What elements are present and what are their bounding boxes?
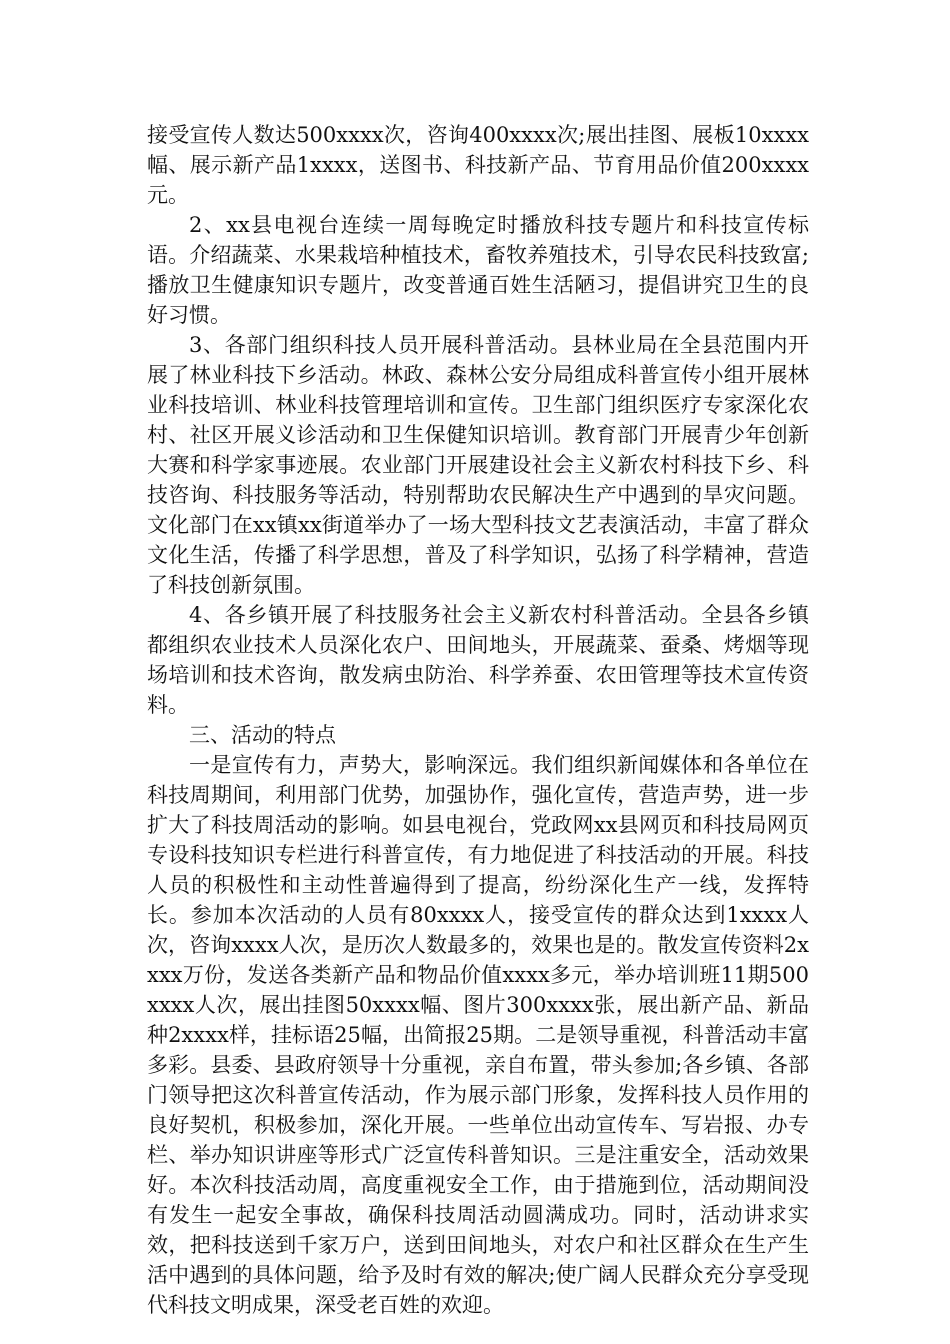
paragraph-item-4: 4、各乡镇开展了科技服务社会主义新农村科普活动。全县各乡镇都组织农业技术人员深化农户、田间地头，开展蔬菜、蚕桑、烤烟等现场培训和技术咨询，散发病虫防治、科学养蚕、农田管理等技术宣传资料。 [147, 603, 809, 717]
paragraph-item-2: 2、xx县电视台连续一周每晚定时播放科技专题片和科技宣传标语。介绍蔬菜、水果栽培种植技术，畜牧养殖技术，引导农民科技致富;播放卫生健康知识专题片，改变普通百姓生活陋习，提倡讲究卫生的良好习惯。 [147, 213, 809, 327]
document-body [147, 120, 809, 1320]
section-heading: 三、活动的特点 [189, 723, 336, 747]
paragraph-continued: 接受宣传人数达500xxxx次，咨询400xxxx次;展出挂图、展板10xxxx幅、展示新产品1xxxx，送图书、科技新产品、节育用品价值200xxxx元。 [147, 123, 809, 207]
paragraph-item-3: 3、各部门组织科技人员开展科普活动。县林业局在全县范围内开展了林业科技下乡活动。林政、森林公安分局组成科普宣传小组开展林业科技培训、林业科技管理培训和宣传。卫生部门组织医疗专家深化农村、社区开展义诊活动和卫生保健知识培训。教育部门开展青少年创新大赛和科学家事迹展。农业部门开展建设社会主义新农村科技下乡、科技咨询、科技服务等活动，特别帮助农民解决生产中遇到的旱灾问题。文化部门在xx镇xx街道举办了一场大型科技文艺表演活动，丰富了群众文化生活，传播了科学思想，普及了科学知识，弘扬了科学精神，营造了科技创新氛围。 [147, 333, 809, 597]
paragraph-features: 一是宣传有力，声势大，影响深远。我们组织新闻媒体和各单位在科技周期间，利用部门优势，加强协作，强化宣传，营造声势，进一步扩大了科技周活动的影响。如县电视台，党政网xx县网页和科技局网页专设科技知识专栏进行科普宣传，有力地促进了科技活动的开展。科技人员的积极性和主动性普遍得到了提高，纷纷深化生产一线，发挥特长。参加本次活动的人员有80xxxx人，接受宣传的群众达到1xxxx人次，咨询xxxx人次，是历次人数最多的，效果也是的。散发宣传资料2xxxx万份，发送各类新产品和物品价值xxxx多元，举办培训班11期500xxxx人次，展出挂图50xxxx幅、图片300xxxx张，展出新产品、新品种2xxxx样，挂标语25幅，出简报25期。二是领导重视，科普活动丰富多彩。县委、县政府领导十分重视，亲自布置，带头参加;各乡镇、各部门领导把这次科普宣传活动，作为展示部门形象，发挥科技人员作用的良好契机，积极参加，深化开展。一些单位出动宣传车、写岩报、办专栏、举办知识讲座等形式广泛宣传科普知识。三是注重安全，活动效果好。本次科技活动周，高度重视安全工作，由于措施到位，活动期间没有发生一起安全事故，确保科技周活动圆满成功。同时，活动讲求实效，把科技送到千家万户，送到田间地头，对农户和社区群众在生产生活中遇到的具体问题，给予及时有效的解决;使广阔人民群众充分享受现代科技文明成果，深受老百姓的欢迎。 [147, 753, 809, 1317]
